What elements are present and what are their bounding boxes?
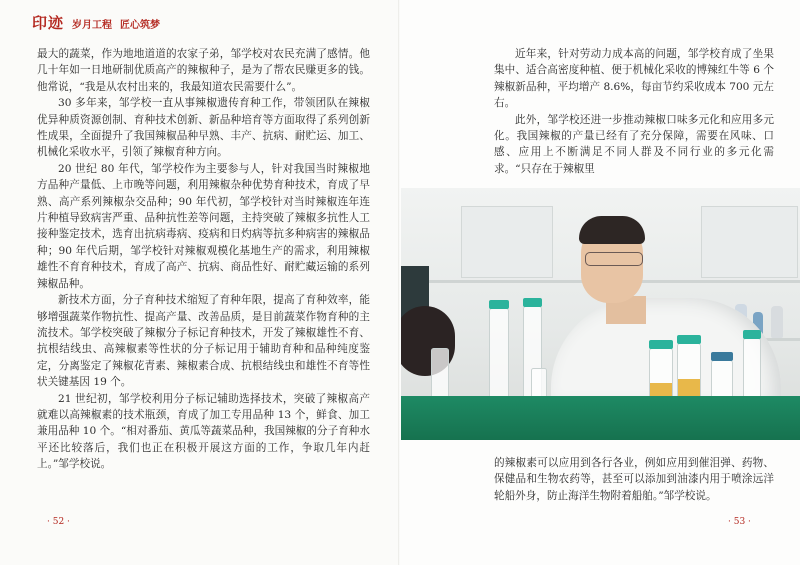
page-number-left: · 52 · bbox=[47, 517, 70, 527]
glasses-icon bbox=[585, 252, 643, 266]
scientist-hair bbox=[579, 216, 645, 244]
right-body-text-bottom bbox=[494, 455, 774, 504]
paragraph: 21 世纪初，邹学校利用分子标记辅助选择技术，突破了辣椒高产就难以高辣椒素的技术瓶颈，育成了加工专用品种 13 个，鲜食、加工兼用品种 10 个。“相对番茄、黄瓜等蔬菜品种，我国辣椒的分子育种水平还比较落后，我们也正在积极开展这方面的工作，争取几年内赶上。”邹学校说。 bbox=[37, 392, 370, 471]
right-body-text-top bbox=[494, 46, 774, 177]
paragraph: 新技术方面，分子育种技术缩短了育种年限，提高了育种效率，能够增强蔬菜作物抗性、提高产量、改善品质，是目前蔬菜作物育种的主流技术。邹学校突破了辣椒分子标记育种技术，开发了辣椒雄性不育、抗根结线虫、高辣椒素等性状的分子标记用于辅助育种和品种纯度鉴定，分离鉴定了辣椒花青素、辣椒素合成、抗根结线虫和雄性不育等性状关键基因 19 个。 bbox=[37, 294, 370, 389]
page-number-right: · 53 · bbox=[728, 517, 751, 527]
tube-cap bbox=[649, 340, 673, 349]
paragraph: 最大的蔬菜，作为地地道道的农家子弟，邹学校对农民充满了感情。他几十年如一日地研制优质高产的辣椒种子，是为了帮农民赚更多的钱。他常说，“我是从农村出来的，我最知道农民需要什么”。 bbox=[37, 48, 370, 93]
paragraph: 近年来，针对劳动力成本高的问题，邹学校育成了坐果集中、适合高密度种植、便于机械化采收的博辣红牛等 6 个辣椒新品种，平均增产 8.6%，每亩节约采收成本 700 元左右。 bbox=[494, 48, 774, 110]
paragraph: 此外，邹学校还进一步推动辣椒口味多元化和应用多元化。我国辣椒的产量已经有了充分保障，需要在风味、口感、应用上不断满足不同人群及不同行业的多元化需求。“只存在于辣椒里 bbox=[494, 113, 774, 175]
tube-cap bbox=[677, 335, 701, 344]
paragraph: 的辣椒素可以应用到各行各业，例如应用到催泪弹、药物、保健品和生物农药等，甚至可以添加到油漆内用于喷涂远洋轮船外身，防止海洋生物附着船舶。”邹学校说。 bbox=[494, 457, 774, 502]
test-tube bbox=[489, 308, 509, 408]
reagent-bottle bbox=[771, 306, 783, 338]
tube-cap bbox=[711, 352, 733, 361]
header-brand: 印迹 bbox=[32, 14, 65, 32]
lab-cabinet bbox=[701, 206, 798, 278]
tube-cap bbox=[489, 300, 509, 309]
paragraph: 30 多年来，邹学校一直从事辣椒遗传育种工作，带领团队在辣椒优异种质资源创制、育种技术创新、新品种培育等方面取得了系列创新性成果，全面提升了我国辣椒品种早熟、丰产、抗病、耐贮运、加工、机械化采收水平，引领了辣椒育种方向。 bbox=[37, 97, 370, 159]
lab-cabinet bbox=[461, 206, 553, 278]
lab-photo bbox=[401, 188, 800, 440]
tube-cap bbox=[743, 330, 761, 339]
paragraph: 20 世纪 80 年代，邹学校作为主要参与人，针对我国当时辣椒地方品种产量低、上市晚等问题，利用辣椒杂种优势育种技术，育成了早熟、高产系列辣椒杂交品种；90 年代初，邹学校针对当时辣椒连年连片种植导致病害严重、品种抗性差等问题，主持突破了辣椒多抗性人工接种鉴定技术，选育出抗病毒病、疫病和日灼病等抗多种病害的辣椒品种；90 年代后期，邹学校针对辣椒观模化基地生产的需求，利用辣椒雄性不育育种技术，育成了高产、抗病、商品性好、耐贮藏运输的系列辣椒品种。 bbox=[37, 162, 370, 290]
lab-bench bbox=[401, 396, 800, 440]
tube-cap bbox=[523, 298, 542, 307]
running-header bbox=[32, 12, 160, 32]
left-body-text bbox=[37, 46, 370, 473]
header-subtitle-2: 匠心筑梦 bbox=[120, 20, 161, 31]
header-subtitle-1: 岁月工程 bbox=[72, 20, 113, 31]
